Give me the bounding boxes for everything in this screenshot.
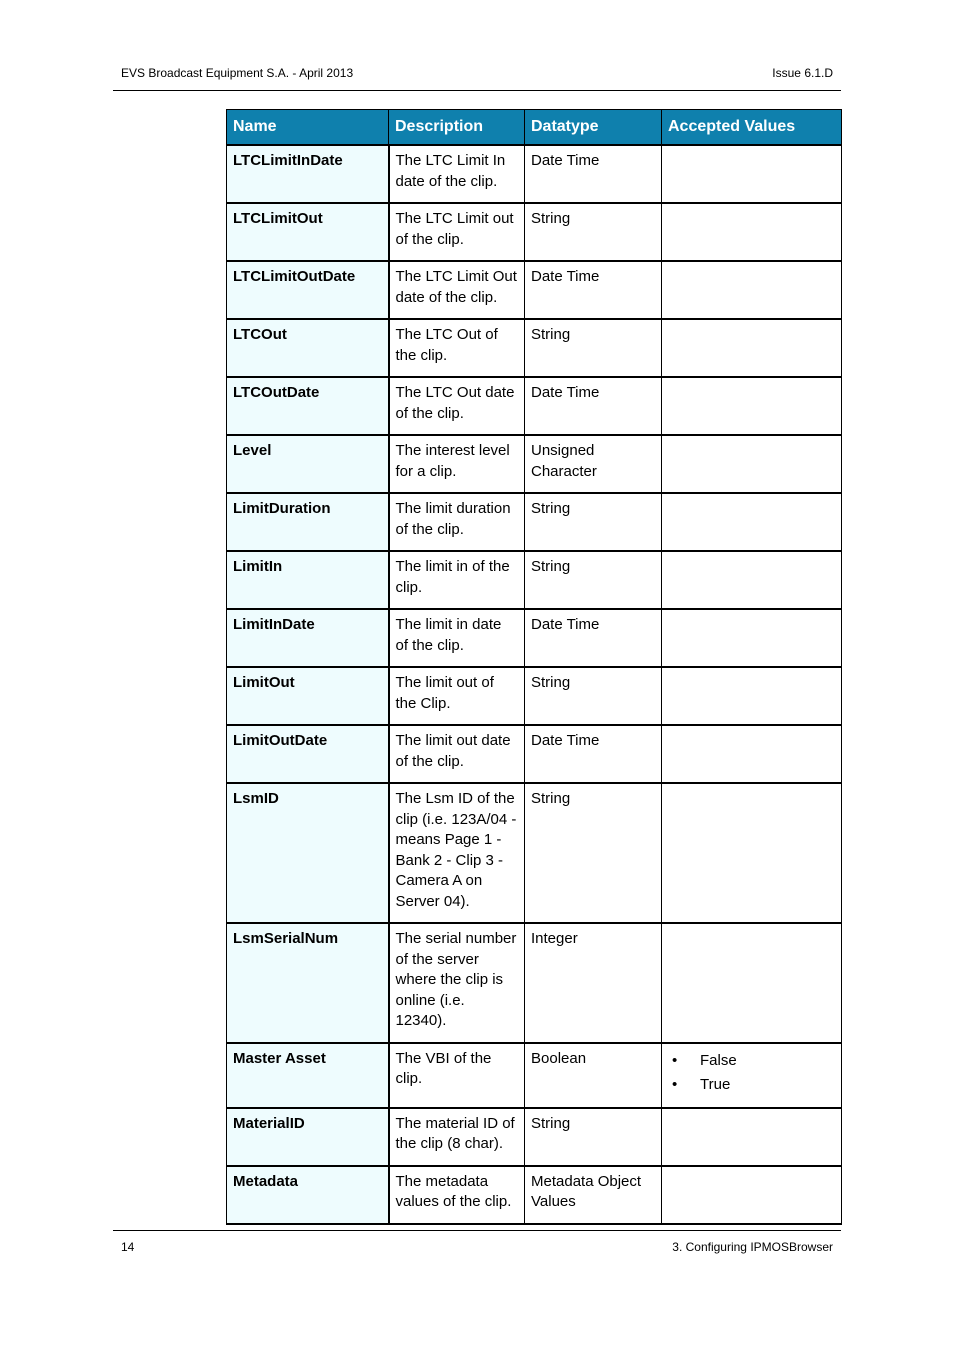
fields-table <box>226 109 842 1225</box>
cell-datatype: String <box>525 783 662 923</box>
accepted-values-list <box>668 1049 835 1097</box>
cell-field-name: LimitDuration <box>227 493 389 551</box>
cell-datatype: Date Time <box>525 377 662 435</box>
cell-field-name: LimitIn <box>227 551 389 609</box>
accepted-value-item <box>668 1073 835 1097</box>
cell-datatype: String <box>525 667 662 725</box>
cell-datatype: String <box>525 493 662 551</box>
cell-description: The limit in of the clip. <box>389 551 525 609</box>
table-row <box>227 493 842 551</box>
header-issue: Issue 6.1.D <box>772 66 833 80</box>
cell-accepted-values <box>662 1043 842 1108</box>
cell-description: The limit out of the Clip. <box>389 667 525 725</box>
cell-description: The limit out date of the clip. <box>389 725 525 783</box>
cell-datatype: String <box>525 551 662 609</box>
table-row <box>227 319 842 377</box>
cell-field-name: LsmSerialNum <box>227 923 389 1043</box>
cell-field-name: LTCOutDate <box>227 377 389 435</box>
cell-accepted-values <box>662 783 842 923</box>
cell-field-name: LTCLimitInDate <box>227 145 389 203</box>
cell-accepted-values <box>662 1166 842 1224</box>
table-row <box>227 923 842 1043</box>
cell-description: The metadata values of the clip. <box>389 1166 525 1224</box>
table-row <box>227 261 842 319</box>
cell-description: The LTC Out of the clip. <box>389 319 525 377</box>
table-header-row <box>227 110 842 146</box>
page-number: 14 <box>121 1240 135 1254</box>
cell-description: The limit duration of the clip. <box>389 493 525 551</box>
cell-field-name: MaterialID <box>227 1108 389 1166</box>
cell-field-name: Level <box>227 435 389 493</box>
cell-datatype: String <box>525 319 662 377</box>
table-row <box>227 1166 842 1224</box>
bullet-icon: • <box>672 1075 678 1093</box>
accepted-value-text: False <box>700 1051 737 1069</box>
cell-description: The LTC Limit out of the clip. <box>389 203 525 261</box>
page-footer <box>113 1230 841 1255</box>
cell-description: The serial number of the server where the clip is online (i.e. 12340). <box>389 923 525 1043</box>
cell-accepted-values <box>662 203 842 261</box>
cell-datatype: Date Time <box>525 261 662 319</box>
column-header-accepted-values: Accepted Values <box>662 110 842 146</box>
table-row <box>227 145 842 203</box>
footer-section-title: 3. Configuring IPMOSBrowser <box>672 1240 833 1254</box>
column-header-name: Name <box>227 110 389 146</box>
page-header <box>113 66 841 91</box>
bullet-icon: • <box>672 1051 678 1069</box>
cell-datatype: Integer <box>525 923 662 1043</box>
cell-accepted-values <box>662 1108 842 1166</box>
cell-field-name: LimitOut <box>227 667 389 725</box>
cell-field-name: LimitOutDate <box>227 725 389 783</box>
accepted-value-item <box>668 1049 835 1073</box>
cell-accepted-values <box>662 667 842 725</box>
cell-description: The VBI of the clip. <box>389 1043 525 1108</box>
cell-accepted-values <box>662 551 842 609</box>
table-row <box>227 609 842 667</box>
table-body <box>227 145 842 1224</box>
table-row <box>227 667 842 725</box>
cell-datatype: Date Time <box>525 145 662 203</box>
cell-accepted-values <box>662 493 842 551</box>
cell-accepted-values <box>662 261 842 319</box>
cell-field-name: Metadata <box>227 1166 389 1224</box>
table-row <box>227 203 842 261</box>
cell-description: The Lsm ID of the clip (i.e. 123A/04 - means Page 1 - Bank 2 - Clip 3 - Camera A on Server 04). <box>389 783 525 923</box>
cell-datatype: String <box>525 1108 662 1166</box>
table-row <box>227 725 842 783</box>
cell-description: The LTC Limit In date of the clip. <box>389 145 525 203</box>
header-publisher: EVS Broadcast Equipment S.A. - April 2013 <box>121 66 354 80</box>
cell-description: The interest level for a clip. <box>389 435 525 493</box>
table-row <box>227 783 842 923</box>
cell-datatype: Unsigned Character <box>525 435 662 493</box>
cell-field-name: LTCLimitOut <box>227 203 389 261</box>
cell-accepted-values <box>662 435 842 493</box>
cell-accepted-values <box>662 145 842 203</box>
cell-datatype: Date Time <box>525 609 662 667</box>
table-row <box>227 1043 842 1108</box>
accepted-value-text: True <box>700 1075 731 1093</box>
column-header-datatype: Datatype <box>525 110 662 146</box>
table-row <box>227 551 842 609</box>
cell-field-name: LTCLimitOutDate <box>227 261 389 319</box>
cell-datatype: Metadata Object Values <box>525 1166 662 1224</box>
cell-accepted-values <box>662 319 842 377</box>
cell-description: The LTC Out date of the clip. <box>389 377 525 435</box>
cell-accepted-values <box>662 725 842 783</box>
cell-field-name: LsmID <box>227 783 389 923</box>
cell-description: The LTC Limit Out date of the clip. <box>389 261 525 319</box>
column-header-description: Description <box>389 110 525 146</box>
cell-accepted-values <box>662 609 842 667</box>
table-row <box>227 377 842 435</box>
table-row <box>227 435 842 493</box>
cell-description: The material ID of the clip (8 char). <box>389 1108 525 1166</box>
cell-accepted-values <box>662 377 842 435</box>
cell-field-name: Master Asset <box>227 1043 389 1108</box>
cell-datatype: Boolean <box>525 1043 662 1108</box>
cell-field-name: LimitInDate <box>227 609 389 667</box>
cell-datatype: Date Time <box>525 725 662 783</box>
cell-description: The limit in date of the clip. <box>389 609 525 667</box>
cell-field-name: LTCOut <box>227 319 389 377</box>
cell-datatype: String <box>525 203 662 261</box>
table-row <box>227 1108 842 1166</box>
cell-accepted-values <box>662 923 842 1043</box>
